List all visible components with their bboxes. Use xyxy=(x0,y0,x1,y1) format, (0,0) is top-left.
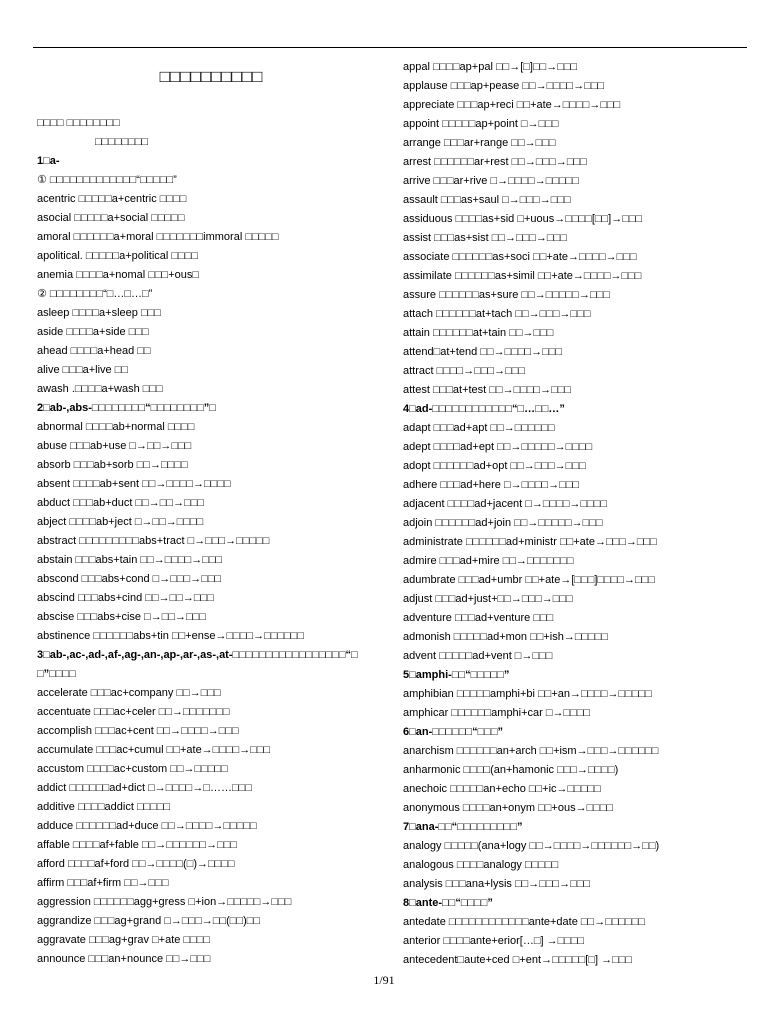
right-entry-list xyxy=(403,58,748,970)
word-entry: abduct □□□ab+duct □□→□□→□□□ xyxy=(37,497,205,509)
word-entry: attain □□□□□□at+tain □□→□□□ xyxy=(403,327,554,339)
word-entry: arrive □□□ar+rive □→□□□□→□□□□□ xyxy=(403,175,579,187)
section-heading: 2□ab-,abs-□□□□□□□□“□□□□□□□□”□ xyxy=(37,402,216,414)
document-title: □□□□□□□□□□ xyxy=(159,67,263,86)
word-entry: assure □□□□□□as+sure □□→□□□□□→□□□ xyxy=(403,289,610,301)
word-entry: anarchism □□□□□□an+arch □□+ism→□□□→□□□□□□ xyxy=(403,745,659,757)
word-entry: ahead □□□□a+head □□ xyxy=(37,345,151,357)
section-heading: 7□ana-□□“□□□□□□□□□” xyxy=(403,821,523,833)
section-heading: 5□amphi-□□“□□□□□” xyxy=(403,669,510,681)
word-entry: admonish □□□□□ad+mon □□+ish→□□□□□ xyxy=(403,631,609,643)
word-entry: abuse □□□ab+use □→□□→□□□ xyxy=(37,440,192,452)
word-entry: analogous □□□□analogy □□□□□ xyxy=(403,859,559,871)
word-entry: appreciate □□□ap+reci □□+ate→□□□□→□□□ xyxy=(403,99,621,111)
word-entry: adapt □□□ad+apt □□→□□□□□□ xyxy=(403,422,555,434)
word-entry: administrate □□□□□□ad+ministr □□+ate→□□□→□□□ xyxy=(403,536,657,548)
word-entry: adventure □□□ad+venture □□□ xyxy=(403,612,554,624)
word-entry: ① □□□□□□□□□□□□□“□□□□□” xyxy=(37,174,177,186)
word-entry: abject □□□□ab+ject □→□□→□□□□ xyxy=(37,516,204,528)
word-entry: admire □□□ad+mire □□→□□□□□□□ xyxy=(403,555,574,567)
word-entry: antecedent□aute+ced □+ent→□□□□□[□] →□□□ xyxy=(403,954,633,966)
word-entry: awash .□□□□a+wash □□□ xyxy=(37,383,163,395)
word-entry: anemia □□□□a+nomal □□□+ous□ xyxy=(37,269,200,281)
word-entry: assimilate □□□□□□as+simil □□+ate→□□□□→□□□ xyxy=(403,270,642,282)
word-entry: accomplish □□□ac+cent □□→□□□□→□□□ xyxy=(37,725,239,737)
word-entry: assault □□□as+saul □→□□□→□□□ xyxy=(403,194,571,206)
section-heading: 6□an-□□□□□□“□□□” xyxy=(403,726,504,738)
word-entry: aggression □□□□□□agg+gress □+ion→□□□□□→□□□ xyxy=(37,896,292,908)
word-entry: appal □□□□ap+pal □□→[□]□□→□□□ xyxy=(403,61,578,73)
word-entry: adopt □□□□□□ad+opt □□→□□□→□□□ xyxy=(403,460,586,472)
word-entry: appoint □□□□□ap+point □→□□□ xyxy=(403,118,559,130)
word-entry: abstain □□□abs+tain □□→□□□□→□□□ xyxy=(37,554,223,566)
word-entry: amphicar □□□□□□amphi+car □→□□□□ xyxy=(403,707,591,719)
word-entry: adduce □□□□□□ad+duce □□→□□□□→□□□□□ xyxy=(37,820,257,832)
word-entry: accumulate □□□ac+cumul □□+ate→□□□□→□□□ xyxy=(37,744,271,756)
word-entry: additive □□□□addict □□□□□ xyxy=(37,801,171,813)
word-entry: adhere □□□ad+here □→□□□□→□□□ xyxy=(403,479,580,491)
section-heading: 4□ad-□□□□□□□□□□□□“□…□□…” xyxy=(403,403,565,415)
word-entry: arrest □□□□□□ar+rest □□→□□□→□□□ xyxy=(403,156,587,168)
top-rule xyxy=(33,47,747,48)
word-entry: analysis □□□ana+lysis □□→□□□→□□□ xyxy=(403,878,591,890)
word-entry: advent □□□□□ad+vent □→□□□ xyxy=(403,650,553,662)
word-entry: abstinence □□□□□□abs+tin □□+ense→□□□□→□□□□□□ xyxy=(37,630,304,642)
word-entry: alive □□□a+live □□ xyxy=(37,364,129,376)
word-entry: accelerate □□□ac+company □□→□□□ xyxy=(37,687,221,699)
word-entry: abscind □□□abs+cind □□→□□→□□□ xyxy=(37,592,214,604)
word-entry: attach □□□□□□at+tach □□→□□□→□□□ xyxy=(403,308,591,320)
word-entry: assiduous □□□□as+sid □+uous→□□□□[□□]→□□□ xyxy=(403,213,643,225)
left-entry-list xyxy=(37,114,377,969)
word-entry: abscond □□□abs+cond □→□□□→□□□ xyxy=(37,573,222,585)
word-entry: ② □□□□□□□□“□…□…□” xyxy=(37,288,153,300)
word-entry: attend□at+tend □□→□□□□→□□□ xyxy=(403,346,563,358)
word-entry: adept □□□□ad+ept □□→□□□□□→□□□□ xyxy=(403,441,593,453)
word-entry: arrange □□□ar+range □□→□□□ xyxy=(403,137,556,149)
right-column xyxy=(403,58,748,970)
word-entry: aggrandize □□□ag+grand □→□□□→□□(□□)□□ xyxy=(37,915,261,927)
word-entry: accustom □□□□ac+custom □□→□□□□□ xyxy=(37,763,228,775)
word-entry: anharmonic □□□□(an+hamonic □□□→□□□□) xyxy=(403,764,619,776)
word-entry: afford □□□□af+ford □□→□□□□(□)→□□□□ xyxy=(37,858,235,870)
word-entry: anterior □□□□ante+erior[…□] →□□□□ xyxy=(403,935,585,947)
word-entry: applause □□□ap+pease □□→□□□□→□□□ xyxy=(403,80,605,92)
page-number: 1/91 xyxy=(373,973,395,987)
word-entry: adjacent □□□□ad+jacent □→□□□□→□□□□ xyxy=(403,498,608,510)
word-entry: anonymous □□□□an+onym □□+ous→□□□□ xyxy=(403,802,614,814)
word-entry: affirm □□□af+firm □□→□□□ xyxy=(37,877,169,889)
word-entry: addict □□□□□□ad+dict □→□□□□→□……□□□ xyxy=(37,782,252,794)
word-entry: associate □□□□□□as+soci □□+ate→□□□□→□□□ xyxy=(403,251,637,263)
word-entry: adjoin □□□□□□ad+join □□→□□□□□→□□□ xyxy=(403,517,603,529)
word-entry: asocial □□□□□a+social □□□□□ xyxy=(37,212,185,224)
section-heading: 3□ab-,ac-,ad-,af-,ag-,an-,ap-,ar-,as-,at-□□□□□□□□□□□□□□□□□“□ xyxy=(37,649,358,661)
section-heading: 8□ante-□□“□□□□” xyxy=(403,897,493,909)
word-entry: aside □□□□a+side □□□ xyxy=(37,326,149,338)
word-entry: adumbrate □□□ad+umbr □□+ate→[□□□]□□□□→□□□ xyxy=(403,574,655,586)
word-entry: abscise □□□abs+cise □→□□→□□□ xyxy=(37,611,206,623)
word-entry: adjust □□□ad+just+□□→□□□→□□□ xyxy=(403,593,573,605)
word-entry: apolitical. □□□□□a+political □□□□ xyxy=(37,250,198,262)
word-entry: analogy □□□□□(ana+logy □□→□□□□→□□□□□□→□□) xyxy=(403,840,660,852)
section-heading: □□□□ □□□□□□□□ xyxy=(37,117,120,129)
word-entry: anechoic □□□□□an+echo □□+ic→□□□□□ xyxy=(403,783,601,795)
word-entry: attest □□□at+test □□→□□□□→□□□ xyxy=(403,384,572,396)
section-heading: □□□□□□□□ xyxy=(95,136,149,148)
word-entry: aggravate □□□ag+grav □+ate □□□□ xyxy=(37,934,211,946)
word-entry: antedate □□□□□□□□□□□□ante+date □□→□□□□□□ xyxy=(403,916,646,928)
word-entry: attract □□□□→□□□→□□□ xyxy=(403,365,526,377)
section-heading: □”□□□□ xyxy=(37,668,76,680)
word-entry: acentric □□□□□a+centric □□□□ xyxy=(37,193,187,205)
word-entry: absent □□□□ab+sent □□→□□□□→□□□□ xyxy=(37,478,231,490)
word-entry: accentuate □□□ac+celer □□→□□□□□□□ xyxy=(37,706,230,718)
section-heading: 1□a- xyxy=(37,155,60,167)
word-entry: affable □□□□af+fable □□→□□□□□□→□□□ xyxy=(37,839,238,851)
word-entry: abnormal □□□□ab+normal □□□□ xyxy=(37,421,195,433)
word-entry: amphibian □□□□□amphi+bi □□+an→□□□□→□□□□□ xyxy=(403,688,652,700)
word-entry: announce □□□an+nounce □□→□□□ xyxy=(37,953,211,965)
word-entry: asleep □□□□a+sleep □□□ xyxy=(37,307,161,319)
word-entry: abstract □□□□□□□□□abs+tract □→□□□→□□□□□ xyxy=(37,535,270,547)
word-entry: assist □□□as+sist □□→□□□→□□□ xyxy=(403,232,567,244)
word-entry: absorb □□□ab+sorb □□→□□□□ xyxy=(37,459,188,471)
left-column xyxy=(37,58,377,969)
word-entry: amoral □□□□□□a+moral □□□□□□□immoral □□□□□ xyxy=(37,231,279,243)
